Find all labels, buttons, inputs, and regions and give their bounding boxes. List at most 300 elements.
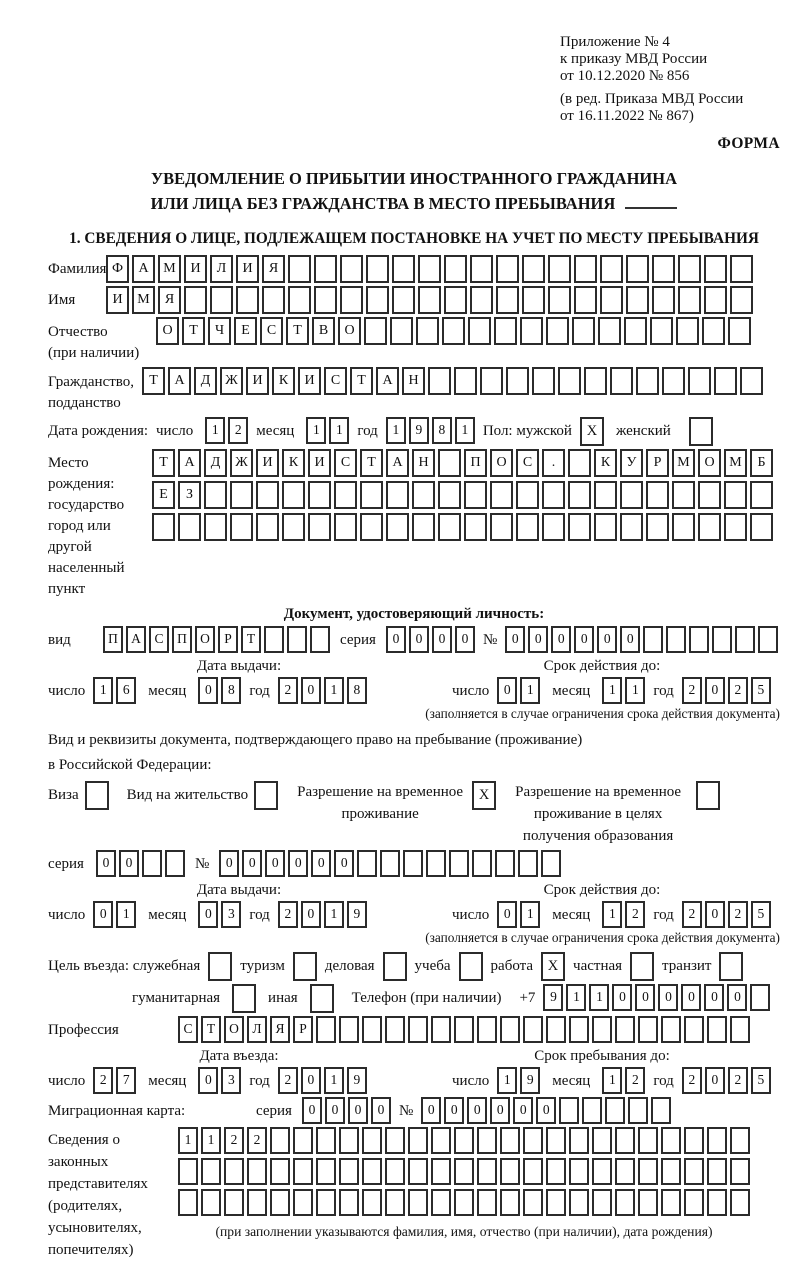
char-cell[interactable] (684, 1158, 704, 1185)
firstname-boxes[interactable] (106, 286, 753, 314)
char-cell[interactable]: 1 (455, 417, 475, 444)
char-cell[interactable]: В (312, 317, 335, 345)
char-cell[interactable]: Я (270, 1016, 290, 1043)
char-cell[interactable]: М (158, 255, 181, 283)
char-cell[interactable]: А (386, 449, 409, 477)
char-cell[interactable]: О (224, 1016, 244, 1043)
char-cell[interactable]: 0 (597, 626, 617, 653)
char-cell[interactable] (626, 255, 649, 283)
char-cell[interactable] (684, 1016, 704, 1043)
char-cell[interactable] (477, 1158, 497, 1185)
char-cell[interactable] (638, 1127, 658, 1154)
char-cell[interactable] (480, 367, 503, 395)
char-cell[interactable]: 7 (116, 1067, 136, 1094)
char-cell[interactable]: 2 (682, 1067, 702, 1094)
char-cell[interactable] (316, 1127, 336, 1154)
char-cell[interactable]: И (106, 286, 129, 314)
char-cell[interactable] (366, 286, 389, 314)
residence-series-boxes[interactable] (96, 850, 185, 877)
char-cell[interactable] (360, 481, 383, 509)
char-cell[interactable]: 0 (432, 626, 452, 653)
char-cell[interactable] (472, 850, 492, 877)
entry-year-boxes[interactable] (278, 1067, 367, 1094)
stay-day-boxes[interactable] (497, 1067, 540, 1094)
char-cell[interactable] (666, 626, 686, 653)
char-cell[interactable]: Т (286, 317, 309, 345)
char-cell[interactable] (620, 513, 643, 541)
expiry-year-boxes[interactable] (682, 677, 771, 704)
char-cell[interactable]: 8 (432, 417, 452, 444)
representatives-row1-boxes[interactable] (178, 1127, 750, 1154)
char-cell[interactable]: 0 (497, 677, 517, 704)
char-cell[interactable] (431, 1127, 451, 1154)
char-cell[interactable] (366, 255, 389, 283)
char-cell[interactable] (500, 1189, 520, 1216)
char-cell[interactable]: 0 (704, 984, 724, 1011)
char-cell[interactable]: Н (412, 449, 435, 477)
char-cell[interactable]: 1 (324, 1067, 344, 1094)
char-cell[interactable]: 0 (409, 626, 429, 653)
char-cell[interactable] (522, 255, 545, 283)
char-cell[interactable] (334, 481, 357, 509)
char-cell[interactable] (568, 513, 591, 541)
char-cell[interactable]: 0 (93, 901, 113, 928)
char-cell[interactable] (676, 317, 699, 345)
char-cell[interactable] (615, 1189, 635, 1216)
char-cell[interactable]: 0 (265, 850, 285, 877)
char-cell[interactable] (542, 481, 565, 509)
char-cell[interactable]: 2 (278, 677, 298, 704)
char-cell[interactable]: Ж (220, 367, 243, 395)
char-cell[interactable]: Л (210, 255, 233, 283)
char-cell[interactable]: Я (158, 286, 181, 314)
char-cell[interactable] (444, 286, 467, 314)
char-cell[interactable] (385, 1158, 405, 1185)
temp-residence-checkbox[interactable]: X (472, 781, 496, 810)
char-cell[interactable] (308, 513, 331, 541)
char-cell[interactable] (714, 367, 737, 395)
purpose-other-checkbox[interactable] (310, 984, 334, 1013)
char-cell[interactable]: 2 (247, 1127, 267, 1154)
char-cell[interactable]: А (132, 255, 155, 283)
char-cell[interactable] (559, 1097, 579, 1124)
sex-male-checkbox[interactable]: X (580, 417, 604, 446)
char-cell[interactable] (262, 286, 285, 314)
char-cell[interactable]: 0 (505, 626, 525, 653)
char-cell[interactable] (698, 513, 721, 541)
char-cell[interactable]: 0 (612, 984, 632, 1011)
char-cell[interactable]: 0 (311, 850, 331, 877)
birth-day-boxes[interactable] (205, 417, 248, 444)
char-cell[interactable] (572, 317, 595, 345)
char-cell[interactable]: П (464, 449, 487, 477)
char-cell[interactable]: О (338, 317, 361, 345)
purpose-study-checkbox[interactable] (459, 952, 483, 981)
char-cell[interactable]: 0 (302, 1097, 322, 1124)
char-cell[interactable] (592, 1158, 612, 1185)
char-cell[interactable] (523, 1016, 543, 1043)
char-cell[interactable]: 0 (574, 626, 594, 653)
char-cell[interactable] (582, 1097, 602, 1124)
char-cell[interactable] (546, 317, 569, 345)
char-cell[interactable] (224, 1158, 244, 1185)
char-cell[interactable]: С (149, 626, 169, 653)
char-cell[interactable]: 0 (444, 1097, 464, 1124)
char-cell[interactable] (308, 481, 331, 509)
doc-number-boxes[interactable] (505, 626, 778, 653)
char-cell[interactable] (523, 1158, 543, 1185)
char-cell[interactable] (638, 1189, 658, 1216)
char-cell[interactable] (500, 1158, 520, 1185)
expiry-day-boxes[interactable] (497, 677, 540, 704)
expiry-month-boxes[interactable] (602, 677, 645, 704)
char-cell[interactable]: 9 (543, 984, 563, 1011)
char-cell[interactable]: 0 (119, 850, 139, 877)
char-cell[interactable] (464, 513, 487, 541)
char-cell[interactable] (386, 481, 409, 509)
char-cell[interactable] (707, 1158, 727, 1185)
char-cell[interactable] (548, 255, 571, 283)
profession-boxes[interactable] (178, 1016, 750, 1043)
char-cell[interactable] (688, 367, 711, 395)
char-cell[interactable] (598, 317, 621, 345)
char-cell[interactable] (165, 850, 185, 877)
char-cell[interactable] (500, 1016, 520, 1043)
char-cell[interactable] (442, 317, 465, 345)
char-cell[interactable] (236, 286, 259, 314)
char-cell[interactable]: 0 (513, 1097, 533, 1124)
char-cell[interactable] (735, 626, 755, 653)
char-cell[interactable] (142, 850, 162, 877)
char-cell[interactable] (520, 317, 543, 345)
char-cell[interactable] (495, 850, 515, 877)
char-cell[interactable]: Е (152, 481, 175, 509)
char-cell[interactable]: О (195, 626, 215, 653)
purpose-private-checkbox[interactable] (630, 952, 654, 981)
char-cell[interactable] (184, 286, 207, 314)
char-cell[interactable] (652, 286, 675, 314)
char-cell[interactable]: 9 (520, 1067, 540, 1094)
char-cell[interactable] (412, 481, 435, 509)
char-cell[interactable]: . (542, 449, 565, 477)
char-cell[interactable]: К (272, 367, 295, 395)
char-cell[interactable] (256, 513, 279, 541)
char-cell[interactable] (340, 286, 363, 314)
char-cell[interactable]: 0 (242, 850, 262, 877)
char-cell[interactable] (592, 1189, 612, 1216)
char-cell[interactable] (288, 255, 311, 283)
char-cell[interactable] (661, 1158, 681, 1185)
char-cell[interactable]: А (168, 367, 191, 395)
char-cell[interactable]: 1 (566, 984, 586, 1011)
char-cell[interactable]: 2 (228, 417, 248, 444)
doc-series-boxes[interactable] (386, 626, 475, 653)
char-cell[interactable]: О (698, 449, 721, 477)
char-cell[interactable]: 1 (93, 677, 113, 704)
char-cell[interactable] (728, 317, 751, 345)
char-cell[interactable] (730, 255, 753, 283)
char-cell[interactable] (334, 513, 357, 541)
char-cell[interactable]: И (236, 255, 259, 283)
char-cell[interactable] (546, 1016, 566, 1043)
char-cell[interactable] (636, 367, 659, 395)
char-cell[interactable]: 0 (198, 901, 218, 928)
char-cell[interactable] (615, 1158, 635, 1185)
birth-place-row3-boxes[interactable] (152, 513, 773, 541)
char-cell[interactable] (569, 1016, 589, 1043)
stay-year-boxes[interactable] (682, 1067, 771, 1094)
char-cell[interactable] (574, 255, 597, 283)
char-cell[interactable] (518, 850, 538, 877)
char-cell[interactable]: М (672, 449, 695, 477)
char-cell[interactable] (431, 1158, 451, 1185)
purpose-official-checkbox[interactable] (208, 952, 232, 981)
char-cell[interactable]: 5 (751, 677, 771, 704)
char-cell[interactable] (470, 286, 493, 314)
char-cell[interactable]: Т (152, 449, 175, 477)
char-cell[interactable] (340, 255, 363, 283)
char-cell[interactable]: 5 (751, 1067, 771, 1094)
residence-number-boxes[interactable] (219, 850, 561, 877)
doc-kind-boxes[interactable] (103, 626, 330, 653)
char-cell[interactable] (431, 1189, 451, 1216)
char-cell[interactable]: 2 (278, 901, 298, 928)
char-cell[interactable] (230, 481, 253, 509)
char-cell[interactable] (750, 513, 773, 541)
char-cell[interactable] (638, 1158, 658, 1185)
char-cell[interactable]: Ч (208, 317, 231, 345)
char-cell[interactable]: 0 (301, 677, 321, 704)
char-cell[interactable]: С (334, 449, 357, 477)
char-cell[interactable] (651, 1097, 671, 1124)
birth-month-boxes[interactable] (306, 417, 349, 444)
char-cell[interactable]: И (184, 255, 207, 283)
char-cell[interactable]: 2 (728, 901, 748, 928)
issue-month-boxes[interactable] (198, 901, 241, 928)
char-cell[interactable] (204, 513, 227, 541)
char-cell[interactable] (339, 1189, 359, 1216)
char-cell[interactable] (516, 481, 539, 509)
char-cell[interactable] (201, 1189, 221, 1216)
char-cell[interactable] (605, 1097, 625, 1124)
char-cell[interactable] (672, 481, 695, 509)
char-cell[interactable]: Т (241, 626, 261, 653)
char-cell[interactable]: 1 (205, 417, 225, 444)
char-cell[interactable]: 0 (727, 984, 747, 1011)
char-cell[interactable]: 0 (490, 1097, 510, 1124)
char-cell[interactable]: 1 (602, 901, 622, 928)
char-cell[interactable]: 0 (96, 850, 116, 877)
char-cell[interactable]: 8 (221, 677, 241, 704)
char-cell[interactable]: П (103, 626, 123, 653)
char-cell[interactable] (210, 286, 233, 314)
char-cell[interactable] (178, 1189, 198, 1216)
char-cell[interactable]: 0 (467, 1097, 487, 1124)
entry-month-boxes[interactable] (198, 1067, 241, 1094)
char-cell[interactable] (568, 449, 591, 477)
char-cell[interactable] (600, 286, 623, 314)
char-cell[interactable]: 0 (325, 1097, 345, 1124)
char-cell[interactable]: И (246, 367, 269, 395)
char-cell[interactable]: 0 (528, 626, 548, 653)
char-cell[interactable] (360, 513, 383, 541)
representatives-row2-boxes[interactable] (178, 1158, 750, 1185)
char-cell[interactable] (385, 1189, 405, 1216)
char-cell[interactable] (615, 1127, 635, 1154)
expiry-month-boxes[interactable] (602, 901, 645, 928)
char-cell[interactable]: 1 (386, 417, 406, 444)
char-cell[interactable]: И (298, 367, 321, 395)
char-cell[interactable] (490, 481, 513, 509)
char-cell[interactable] (416, 317, 439, 345)
char-cell[interactable] (282, 513, 305, 541)
char-cell[interactable] (496, 286, 519, 314)
char-cell[interactable] (362, 1189, 382, 1216)
char-cell[interactable]: А (178, 449, 201, 477)
char-cell[interactable] (264, 626, 284, 653)
char-cell[interactable]: 0 (421, 1097, 441, 1124)
char-cell[interactable] (704, 286, 727, 314)
char-cell[interactable]: 0 (551, 626, 571, 653)
char-cell[interactable] (380, 850, 400, 877)
char-cell[interactable]: А (376, 367, 399, 395)
char-cell[interactable] (178, 513, 201, 541)
char-cell[interactable] (678, 255, 701, 283)
char-cell[interactable]: 1 (520, 677, 540, 704)
char-cell[interactable]: Т (201, 1016, 221, 1043)
char-cell[interactable] (750, 481, 773, 509)
char-cell[interactable] (201, 1158, 221, 1185)
char-cell[interactable] (730, 1158, 750, 1185)
char-cell[interactable] (624, 317, 647, 345)
char-cell[interactable] (362, 1127, 382, 1154)
temp-residence-education-checkbox[interactable] (696, 781, 720, 810)
purpose-work-checkbox[interactable]: X (541, 952, 565, 981)
char-cell[interactable]: З (178, 481, 201, 509)
char-cell[interactable] (620, 481, 643, 509)
char-cell[interactable]: 0 (681, 984, 701, 1011)
char-cell[interactable]: 0 (198, 677, 218, 704)
char-cell[interactable] (643, 626, 663, 653)
char-cell[interactable]: Р (293, 1016, 313, 1043)
char-cell[interactable] (316, 1158, 336, 1185)
char-cell[interactable] (758, 626, 778, 653)
issue-month-boxes[interactable] (198, 677, 241, 704)
char-cell[interactable]: И (308, 449, 331, 477)
char-cell[interactable] (522, 286, 545, 314)
char-cell[interactable] (293, 1127, 313, 1154)
char-cell[interactable] (362, 1158, 382, 1185)
char-cell[interactable]: 9 (409, 417, 429, 444)
char-cell[interactable] (594, 513, 617, 541)
char-cell[interactable]: 0 (386, 626, 406, 653)
char-cell[interactable]: 1 (324, 901, 344, 928)
char-cell[interactable] (678, 286, 701, 314)
char-cell[interactable]: 0 (301, 901, 321, 928)
char-cell[interactable]: И (256, 449, 279, 477)
char-cell[interactable]: Е (234, 317, 257, 345)
char-cell[interactable] (707, 1189, 727, 1216)
issue-year-boxes[interactable] (278, 901, 367, 928)
char-cell[interactable]: 0 (497, 901, 517, 928)
char-cell[interactable]: 1 (306, 417, 326, 444)
char-cell[interactable] (638, 1016, 658, 1043)
char-cell[interactable] (532, 367, 555, 395)
char-cell[interactable] (646, 481, 669, 509)
char-cell[interactable] (661, 1016, 681, 1043)
char-cell[interactable]: 9 (347, 1067, 367, 1094)
char-cell[interactable] (339, 1127, 359, 1154)
char-cell[interactable] (339, 1158, 359, 1185)
expiry-year-boxes[interactable] (682, 901, 771, 928)
char-cell[interactable] (730, 1127, 750, 1154)
char-cell[interactable] (282, 481, 305, 509)
char-cell[interactable] (362, 1016, 382, 1043)
char-cell[interactable]: 1 (497, 1067, 517, 1094)
phone-boxes[interactable] (543, 984, 770, 1011)
char-cell[interactable]: С (516, 449, 539, 477)
issue-year-boxes[interactable] (278, 677, 367, 704)
char-cell[interactable]: Р (646, 449, 669, 477)
char-cell[interactable] (740, 367, 763, 395)
char-cell[interactable]: Т (350, 367, 373, 395)
char-cell[interactable]: К (282, 449, 305, 477)
char-cell[interactable] (454, 1189, 474, 1216)
char-cell[interactable]: 2 (224, 1127, 244, 1154)
char-cell[interactable] (408, 1127, 428, 1154)
char-cell[interactable] (230, 513, 253, 541)
char-cell[interactable] (594, 481, 617, 509)
char-cell[interactable] (546, 1189, 566, 1216)
char-cell[interactable]: 0 (620, 626, 640, 653)
char-cell[interactable]: 0 (705, 1067, 725, 1094)
char-cell[interactable]: С (260, 317, 283, 345)
char-cell[interactable] (385, 1127, 405, 1154)
char-cell[interactable] (661, 1127, 681, 1154)
char-cell[interactable] (672, 513, 695, 541)
char-cell[interactable] (316, 1189, 336, 1216)
char-cell[interactable] (626, 286, 649, 314)
char-cell[interactable]: 0 (198, 1067, 218, 1094)
char-cell[interactable] (339, 1016, 359, 1043)
char-cell[interactable]: 2 (278, 1067, 298, 1094)
char-cell[interactable]: 0 (348, 1097, 368, 1124)
birth-place-row1-boxes[interactable] (152, 449, 773, 477)
char-cell[interactable] (464, 481, 487, 509)
char-cell[interactable] (293, 1158, 313, 1185)
char-cell[interactable] (592, 1127, 612, 1154)
char-cell[interactable] (542, 513, 565, 541)
char-cell[interactable] (615, 1016, 635, 1043)
char-cell[interactable]: К (594, 449, 617, 477)
mk-number-boxes[interactable] (421, 1097, 671, 1124)
char-cell[interactable] (592, 1016, 612, 1043)
char-cell[interactable]: 0 (334, 850, 354, 877)
char-cell[interactable]: 2 (728, 677, 748, 704)
char-cell[interactable] (178, 1158, 198, 1185)
char-cell[interactable] (652, 255, 675, 283)
char-cell[interactable] (500, 1127, 520, 1154)
char-cell[interactable]: 1 (201, 1127, 221, 1154)
char-cell[interactable]: 1 (602, 677, 622, 704)
char-cell[interactable]: 6 (116, 677, 136, 704)
char-cell[interactable] (477, 1127, 497, 1154)
char-cell[interactable]: 1 (602, 1067, 622, 1094)
char-cell[interactable]: М (724, 449, 747, 477)
char-cell[interactable] (454, 1016, 474, 1043)
char-cell[interactable] (270, 1189, 290, 1216)
char-cell[interactable] (408, 1158, 428, 1185)
